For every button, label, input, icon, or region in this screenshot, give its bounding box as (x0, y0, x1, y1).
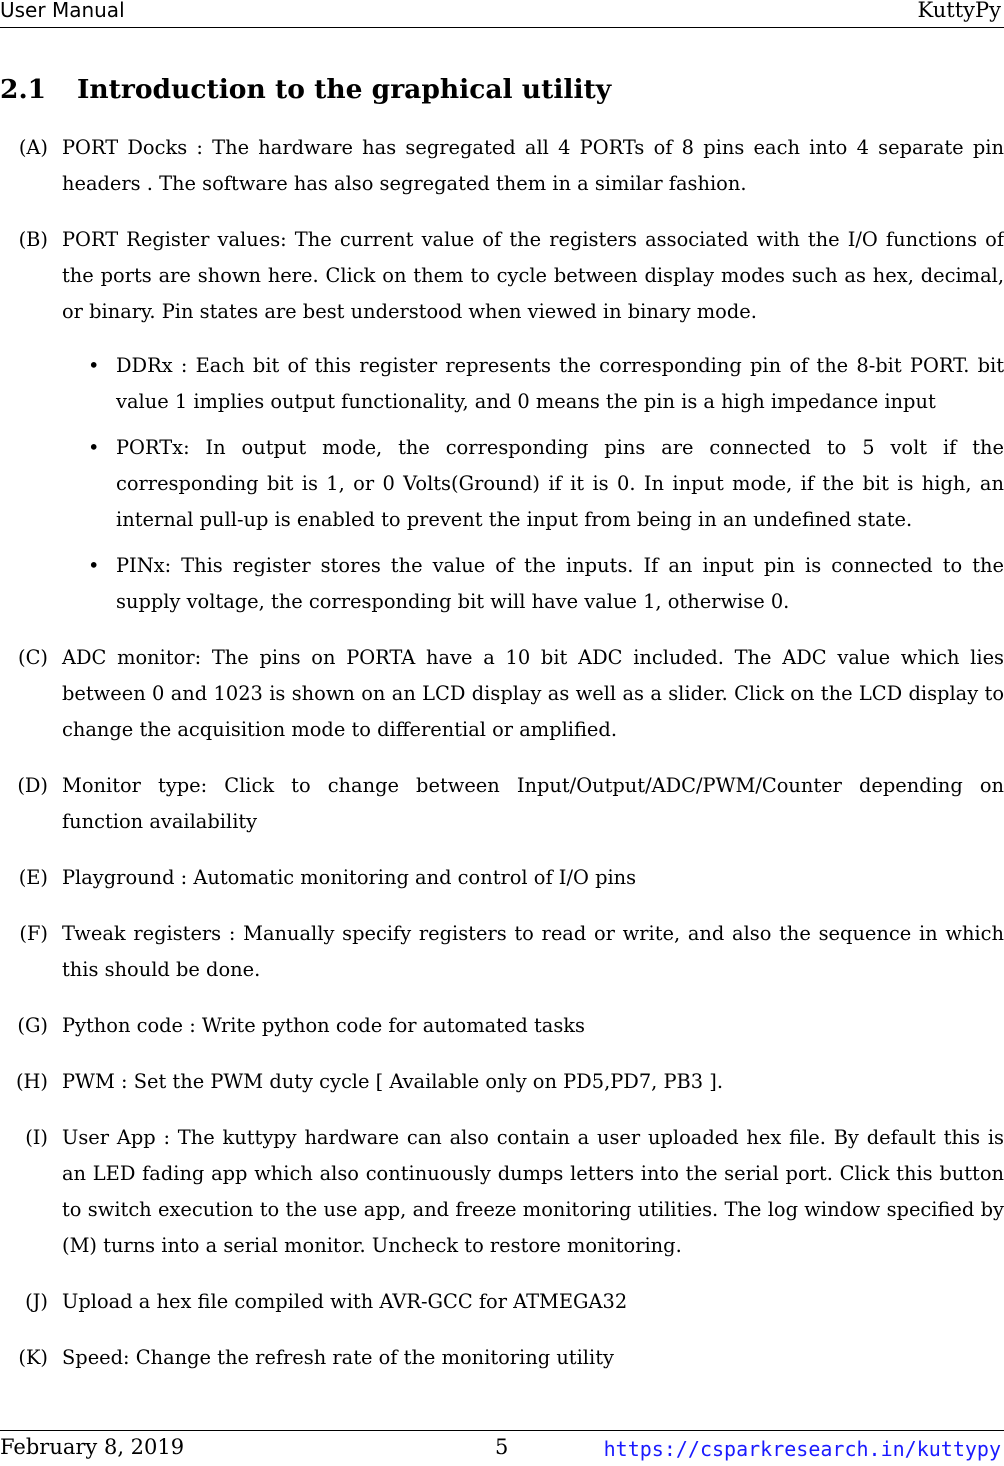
list-item-j (0, 1284, 1004, 1320)
list-item-h (0, 1064, 1004, 1100)
list-item-e (0, 860, 1004, 896)
footer-url-link[interactable]: https://csparkresearch.in/kuttypy (603, 1437, 1001, 1461)
bullet-text: PORTx: In output mode, the corresponding pins are connected to 5 volt if the corresponding bit is 1, or 0 Volts(Ground) if it is 0. In input mode, if the bit is high, an internal pull-up is enabled to prevent the input from being in an undefined state. (116, 436, 1004, 531)
item-text: Tweak registers : Manually specify registers to read or write, and also the sequence in which this should be done. (62, 922, 1004, 981)
bullet-text: PINx: This register stores the value of the inputs. If an input pin is connected to the supply voltage, the corresponding bit will have value 1, otherwise 0. (116, 554, 1004, 613)
register-bullet-list (62, 348, 1004, 620)
item-text: Speed: Change the refresh rate of the monitoring utility (62, 1346, 614, 1369)
list-item-d (0, 768, 1004, 840)
header-doc-title: User Manual (0, 0, 125, 22)
page-header (0, 0, 1004, 27)
item-label: (B) (18, 228, 48, 251)
item-text: Monitor type: Click to change between Input/Output/ADC/PWM/Counter depending on function availability (62, 774, 1004, 833)
page-footer (0, 1432, 1004, 1466)
list-item-b (0, 222, 1004, 620)
list-item-c (0, 640, 1004, 748)
bullet-icon: • (88, 436, 100, 459)
header-rule (0, 27, 1004, 28)
bullet-icon: • (88, 554, 100, 577)
item-text: PORT Register values: The current value of the registers associated with the I/O functions of the ports are shown here. Click on them to cycle between display modes such as hex, decimal, or binary. Pin states are best understood when viewed in binary mode. (62, 228, 1004, 323)
footer-rule (0, 1430, 1004, 1431)
section-number: 2.1 (0, 74, 47, 105)
list-item-f (0, 916, 1004, 988)
item-label: (J) (25, 1290, 48, 1313)
section-title: Introduction to the graphical utility (77, 74, 612, 105)
item-text: Playground : Automatic monitoring and control of I/O pins (62, 866, 637, 889)
bullet-icon: • (88, 354, 100, 377)
list-item-k (0, 1340, 1004, 1376)
item-text: PWM : Set the PWM duty cycle [ Available only on PD5,PD7, PB3 ]. (62, 1070, 724, 1093)
item-label: (I) (25, 1126, 48, 1149)
item-label: (H) (15, 1070, 48, 1093)
description-list (0, 130, 1004, 1376)
list-item-a (0, 130, 1004, 202)
item-label: (K) (18, 1346, 48, 1369)
item-label: (D) (17, 774, 48, 797)
list-item-g (0, 1008, 1004, 1044)
bullet-pinx (62, 548, 1004, 620)
item-text: Python code : Write python code for automated tasks (62, 1014, 586, 1037)
section-heading (0, 74, 611, 105)
item-label: (A) (18, 136, 48, 159)
item-label: (F) (19, 922, 48, 945)
item-label: (C) (18, 646, 48, 669)
item-text: User App : The kuttypy hardware can also contain a user uploaded hex file. By default this is an LED fading app which also continuously dumps letters into the serial port. Click this button to switch execution to the use app, and freeze monitoring utilities. The log window specified by (M) turns into a serial monitor. Uncheck to restore monitoring. (62, 1126, 1004, 1257)
item-text: PORT Docks : The hardware has segregated all 4 PORTs of 8 pins each into 4 separate pin headers . The software has also segregated them in a similar fashion. (62, 136, 1004, 195)
item-text: Upload a hex file compiled with AVR-GCC for ATMEGA32 (62, 1290, 628, 1313)
page-number: 5 (495, 1435, 509, 1459)
bullet-portx (62, 430, 1004, 538)
footer-date: February 8, 2019 (0, 1435, 185, 1459)
item-text: ADC monitor: The pins on PORTA have a 10 bit ADC included. The ADC value which lies between 0 and 1023 is shown on an LCD display as well as a slider. Click on the LCD display to change the acquisition mode to differential or amplified. (62, 646, 1004, 741)
item-label: (E) (18, 866, 48, 889)
item-label: (G) (17, 1014, 48, 1037)
list-item-i (0, 1120, 1004, 1264)
bullet-ddrx (62, 348, 1004, 420)
bullet-text: DDRx : Each bit of this register represents the corresponding pin of the 8-bit PORT. bit value 1 implies output functionality, and 0 means the pin is a high impedance input (116, 354, 1004, 413)
header-product-name: KuttyPy (917, 0, 1001, 22)
